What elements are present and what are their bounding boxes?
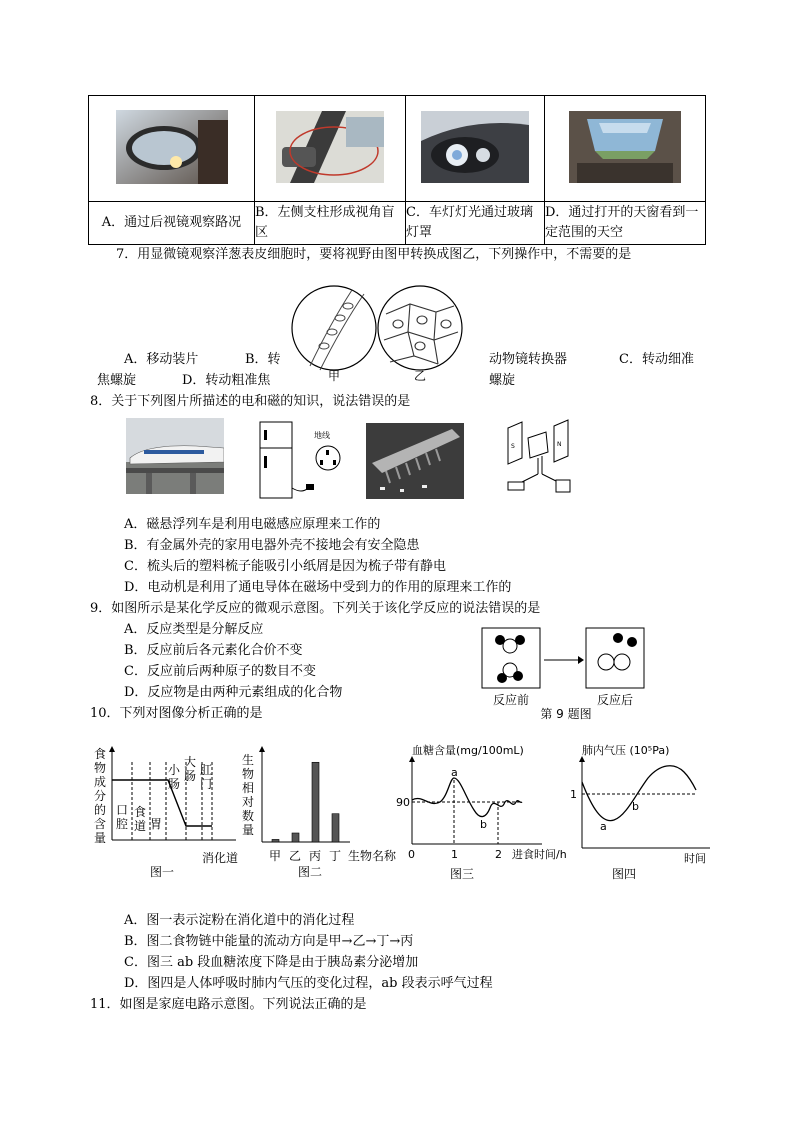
reaction-diagram — [480, 626, 650, 722]
figure-4-lung-pressure — [566, 738, 726, 880]
q8-stem: 8．关于下列图片所描述的电和磁的知识，说法错误的是 — [90, 394, 411, 409]
pic-headlight — [406, 96, 545, 202]
bar-0 — [272, 839, 279, 842]
fig2-ylabel-char: 量 — [242, 823, 255, 837]
fig3-point-a: a — [451, 766, 458, 779]
fig2-ylabel-char: 对 — [242, 795, 255, 809]
organ-stomach: 胃 — [150, 817, 163, 831]
fig1-caption: 图一 — [150, 865, 175, 879]
fig4-point-a: a — [600, 820, 607, 833]
fig1-ylabel-char: 分 — [94, 789, 107, 803]
q10-option-c: C．图三 ab 段血糖浓度下降是由于胰岛素分泌增加 — [124, 955, 419, 970]
q7-option-b-part1: B．转 — [245, 352, 281, 367]
q7-option-a: A．移动装片 — [124, 352, 199, 367]
q10-option-a: A．图一表示淀粉在消化道中的消化过程 — [124, 913, 355, 928]
organ-anus: 肛 — [200, 763, 213, 777]
fig3-xtick-1: 1 — [451, 848, 458, 861]
fridge-ground-figure — [256, 418, 360, 502]
q7-option-b-part2: 动物镜转换器 — [489, 352, 568, 367]
caption-b: B．左侧支柱形成视角盲区 — [255, 202, 406, 245]
q7-option-d-part1: D．转动粗准焦 — [182, 373, 271, 388]
rearview-mirror-photo — [116, 110, 228, 184]
q7-option-c-part2: 焦螺旋 — [97, 373, 137, 388]
organ-esophagus: 食 — [134, 805, 147, 819]
fig2-category-label: 甲 — [269, 849, 282, 863]
fig1-ylabel-char: 量 — [94, 831, 107, 845]
organ-large-intestine: 大 — [184, 755, 197, 769]
fig-label-jia: 甲 — [327, 369, 341, 383]
fig2-category-label: 乙 — [289, 849, 302, 863]
fig2-ylabel-char: 相 — [242, 781, 255, 795]
bar-1 — [292, 833, 299, 842]
q7-option-d-part2: 螺旋 — [489, 373, 516, 388]
sunroof-photo — [569, 111, 681, 183]
fig4-ylabel: 肺内气压 (10⁵Pa) — [582, 744, 670, 757]
fig2-ylabel-char: 数 — [242, 809, 255, 823]
microscope-figure — [290, 284, 480, 384]
motor-figure — [498, 418, 584, 500]
organ-mouth-2: 腔 — [116, 817, 129, 831]
q11-stem: 11．如图是家庭电路示意图。下列说法正确的是 — [90, 997, 367, 1012]
fig2-ylabel-char: 生 — [242, 753, 255, 767]
q9-option-b: B．反应前后各元素化合价不变 — [124, 643, 303, 658]
fig1-ylabel-char: 含 — [94, 817, 107, 831]
figure-2-bar-chart — [238, 744, 404, 880]
headlight-photo — [421, 111, 529, 183]
fig4-xlabel: 时间 — [684, 852, 706, 865]
fig4-caption: 图四 — [612, 867, 637, 880]
fig3-xtick-2: 2 — [495, 848, 502, 861]
q9-stem: 9．如图所示是某化学反应的微观示意图。下列关于该化学反应的说法错误的是 — [90, 601, 541, 616]
q8-option-d: D．电动机是利用了通电导体在磁场中受到力的作用的原理来工作的 — [124, 580, 512, 595]
svg-text:S: S — [511, 443, 515, 450]
svg-text:N: N — [557, 441, 562, 448]
reaction-after-label: 反应后 — [596, 693, 634, 707]
fig3-ylabel: 血糖含量(mg/100mL) — [412, 744, 524, 757]
pic-a-pillar — [255, 96, 406, 202]
pic-rearview-mirror — [89, 96, 255, 202]
q8-option-b: B．有金属外壳的家用电器外壳不接地会有安全隐患 — [124, 538, 420, 553]
bar-3 — [332, 814, 339, 842]
a-pillar-photo — [276, 111, 384, 183]
q9-option-a: A．反应类型是分解反应 — [124, 622, 264, 637]
bar-2 — [312, 762, 319, 842]
pic-sunroof — [545, 96, 706, 202]
q7-option-c-part1: C．转动细准 — [619, 352, 694, 367]
fig3-ytick-90: 90 — [396, 796, 410, 809]
organ-esophagus-2: 道 — [134, 819, 147, 833]
fig1-ylabel-char: 食 — [94, 747, 107, 761]
figure-1-digestion — [90, 744, 250, 880]
fig3-point-b: b — [480, 818, 487, 831]
q10-stem: 10．下列对图像分析正确的是 — [90, 706, 263, 721]
organ-small-intestine: 小 — [168, 763, 181, 777]
fig3-caption: 图三 — [450, 867, 475, 880]
q9-option-d: D．反应物是由两种元素组成的化合物 — [124, 685, 343, 700]
fig2-category-label: 丙 — [309, 849, 322, 863]
fig2-caption: 图二 — [298, 865, 323, 879]
organ-large-intestine-2: 肠 — [184, 769, 197, 783]
fig4-ytick-1: 1 — [570, 788, 577, 801]
fig3-xtick-0: 0 — [408, 848, 415, 861]
figure-3-blood-sugar — [396, 738, 580, 880]
q8-option-c: C．梳头后的塑料梳子能吸引小纸屑是因为梳子带有静电 — [124, 559, 446, 574]
q7-stem: 7．用显微镜观察洋葱表皮细胞时，要将视野由图甲转换成图乙，下列操作中，不需要的是 — [116, 247, 632, 262]
fig1-ylabel-char: 成 — [94, 775, 107, 789]
q6-picture-table — [88, 95, 706, 245]
caption-c: C．车灯灯光通过玻璃灯罩 — [406, 202, 545, 245]
fig1-xlabel: 消化道 — [202, 851, 239, 865]
q10-option-d: D．图四是人体呼吸时肺内气压的变化过程，ab 段表示呼气过程 — [124, 976, 493, 991]
organ-mouth: 口 — [116, 803, 129, 817]
q10-option-b: B．图二食物链中能量的流动方向是甲→乙→丁→丙 — [124, 934, 414, 949]
fig4-point-b: b — [632, 800, 639, 813]
organ-small-intestine-2: 肠 — [168, 777, 181, 791]
maglev-train-photo — [126, 418, 224, 494]
comb-photo — [366, 423, 464, 499]
reaction-before-label: 反应前 — [492, 693, 530, 707]
organ-anus-2: 门 — [200, 777, 213, 791]
fig-label-yi: 乙 — [413, 369, 427, 383]
fig3-xlabel: 进食时间/h — [512, 848, 567, 861]
fig1-ylabel-char: 的 — [94, 803, 107, 817]
fig2-category-label: 丁 — [329, 849, 342, 863]
fig2-xlabel: 生物名称 — [348, 849, 397, 863]
fig2-ylabel-char: 物 — [242, 767, 255, 781]
fig1-ylabel-char: 物 — [94, 761, 107, 775]
caption-a: A．通过后视镜观察路况 — [89, 202, 255, 245]
q9-figure-caption: 第 9 题图 — [540, 707, 592, 721]
q9-option-c: C．反应前后两种原子的数目不变 — [124, 664, 316, 679]
q8-option-a: A．磁悬浮列车是利用电磁感应原理来工作的 — [124, 517, 381, 532]
caption-d: D．通过打开的天窗看到一定范围的天空 — [545, 202, 706, 245]
ground-wire-label: 地线 — [314, 431, 330, 440]
